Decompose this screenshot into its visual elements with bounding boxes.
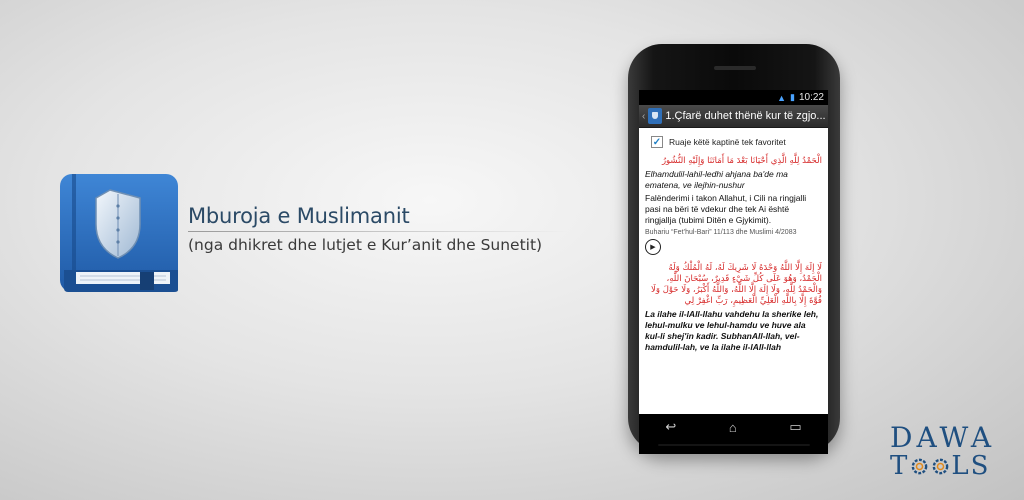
play-icon: ▶ xyxy=(650,244,656,251)
logo-top-text: DAWA xyxy=(890,421,996,454)
dua2-arabic: لَا إِلَهَ إِلَّا اللَّهُ وَحْدَهُ لَا شَرِيكَ لَهُ، لَهُ الْمُلْكُ وَلَهُ الْحَمْدُ، وَهُوَ عَلَى كُلِّ شَيْءٍ قَدِيرٌ، سُبْحَانَ اللَّهِ، وَالْحَمْدُ لِلَّهِ، وَلَا إِلَهَ إِلَّا اللَّهُ، وَاللَّهُ أَكْبَرُ، وَلَا حَوْلَ وَلَا قُوَّةَ إِلَّا بِاللَّهِ الْعَلِيِّ الْعَظِيمِ، رَبِّ اغْفِرْ لِي xyxy=(651,263,822,306)
dua1-arabic: الْحَمْدُ لِلَّهِ الَّذِي أَحْيَانَا بَعْدَ مَا أَمَاتَنَا وَإِلَيْهِ النُّشُورُ xyxy=(661,156,822,166)
logo-bottom-left: T xyxy=(890,451,910,481)
actionbar-title: 1.Çfarë duhet thënë kur të zgjo... xyxy=(665,110,826,122)
logo-bottom xyxy=(890,452,1002,480)
dua1-reference: Buhariu “Fet’hul-Bari” 11/113 dhe Muslimi 4/2083 xyxy=(645,229,797,236)
signal-icon: ▲ xyxy=(777,92,787,103)
dawatools-logo xyxy=(890,421,1002,484)
app-book-icon xyxy=(648,108,662,124)
recent-apps-icon[interactable]: ▭ xyxy=(789,419,802,434)
favorite-checkbox[interactable]: ✓ xyxy=(652,136,662,148)
back-nav-icon[interactable]: ↩ xyxy=(665,419,677,434)
phone-bottom-shine xyxy=(658,444,810,446)
status-bar xyxy=(639,90,828,105)
logo-bottom-right: LS xyxy=(951,451,991,481)
favorite-label: Ruaje këtë kaptinë tek favoritet xyxy=(669,137,786,147)
battery-icon: ▮ xyxy=(790,92,795,102)
dua1-transliteration: Elhamdulil-lahil-ledhi ahjana ba'de ma ematena, ve ilejhin-nushur xyxy=(645,169,788,190)
app-title: Mburoja e Muslimanit xyxy=(188,204,410,228)
chevron-left-icon[interactable]: ‹ xyxy=(642,110,646,122)
app-subtitle: (nga dhikret dhe lutjet e Kur’anit dhe Sunetit) xyxy=(188,236,543,254)
gear-icon xyxy=(931,457,950,476)
dua1-translation: Falënderimi i takon Allahut, i Cili na ringjalli pasi na bëri të vdekur dhe tek Ai është ringjallja (tubimi Ditën e Gjykimit). xyxy=(645,193,807,225)
title-divider xyxy=(188,231,568,232)
app-title-block xyxy=(188,204,568,255)
gear-icon xyxy=(910,457,929,476)
favorite-row[interactable] xyxy=(651,136,822,148)
play-audio-button[interactable] xyxy=(645,239,661,255)
action-bar[interactable] xyxy=(639,105,828,128)
dua2-transliteration: La ilahe il-lAll-llahu vahdehu la sherike leh, lehul-mulku ve lehul-hamdu ve huve ala kul-li shej'in kadir. SubhanAll-llah, vel-hamdulil-lah, ve la ilahe il-lAll-llah xyxy=(645,309,819,352)
phone-earpiece xyxy=(714,66,756,70)
book-shield-icon xyxy=(58,172,180,294)
status-time: 10:22 xyxy=(798,92,824,103)
phone-screen xyxy=(639,90,828,454)
phone-mockup xyxy=(628,44,840,452)
nav-bar xyxy=(639,414,828,440)
home-nav-icon[interactable]: ⌂ xyxy=(728,419,737,435)
chapter-content xyxy=(639,128,828,421)
